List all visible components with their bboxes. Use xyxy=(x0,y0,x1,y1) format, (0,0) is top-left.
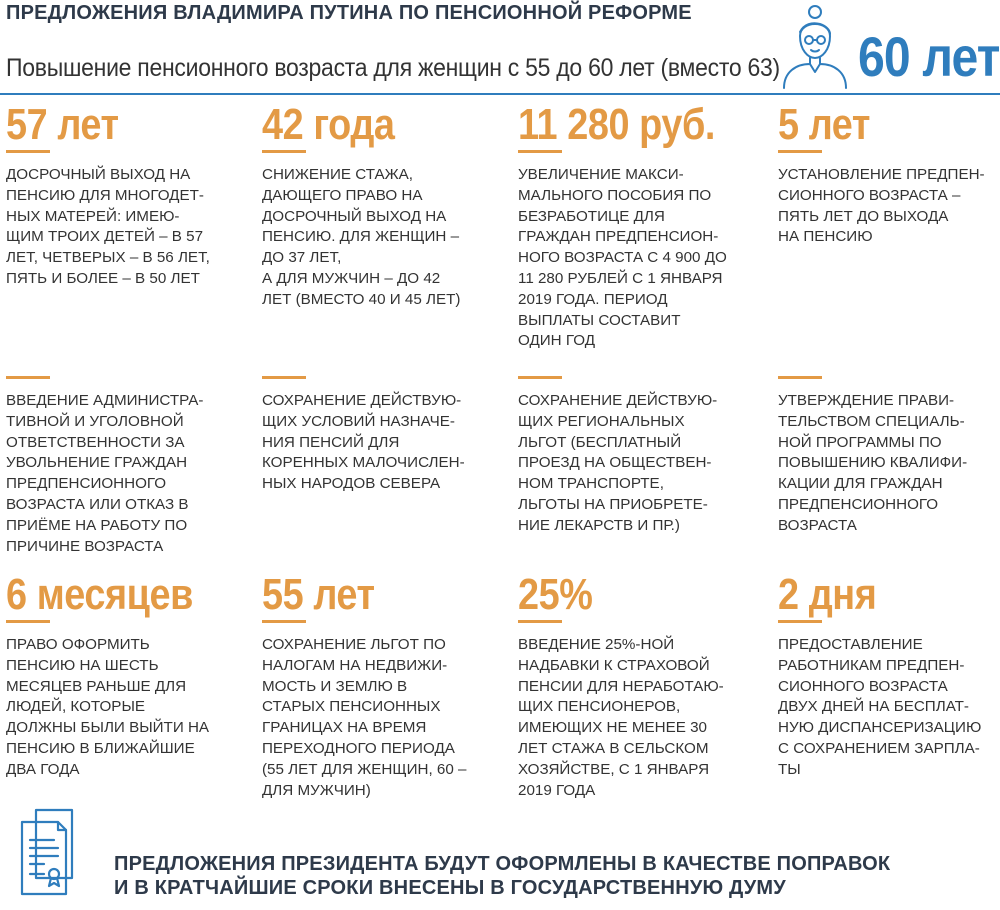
proposal-value: 11 280 руб. xyxy=(518,100,715,149)
accent-bar xyxy=(778,150,822,153)
proposal-text: СНИЖЕНИЕ СТАЖА, ДАЮЩЕГО ПРАВО НА ДОСРОЧНЫЙ ВЫХОД НА ПЕНСИЮ. ДЛЯ ЖЕНЩИН – ДО 37 ЛЕТ, А ДЛЯ МУЖЧИН – ДО 42 ЛЕТ (ВМЕСТО 40 И 45 ЛЕТ) xyxy=(262,166,461,308)
accent-bar xyxy=(778,620,822,623)
accent-bar xyxy=(778,376,822,379)
proposal-cell xyxy=(262,100,500,311)
proposal-cell xyxy=(518,100,756,352)
proposal-cell xyxy=(778,570,1000,781)
proposal-value: 6 месяцев xyxy=(6,570,193,619)
accent-bar xyxy=(518,620,562,623)
woman-icon xyxy=(780,2,850,90)
accent-bar xyxy=(6,620,50,623)
proposal-value: 57 лет xyxy=(6,100,119,149)
accent-bar xyxy=(262,620,306,623)
proposal-cell xyxy=(6,100,244,290)
proposal-text: УТВЕРЖДЕНИЕ ПРАВИ- ТЕЛЬСТВОМ СПЕЦИАЛЬ- НОЙ ПРОГРАММЫ ПО ПОВЫШЕНИЮ КВАЛИФИ- КАЦИИ ДЛЯ ГРАЖДАН ПРЕДПЕНСИОННОГО ВОЗРАСТА xyxy=(778,392,968,534)
proposal-value: 55 лет xyxy=(262,570,375,619)
proposal-text: ДОСРОЧНЫЙ ВЫХОД НА ПЕНСИЮ ДЛЯ МНОГОДЕТ- НЫХ МАТЕРЕЙ: ИМЕЮ- ЩИМ ТРОИХ ДЕТЕЙ – В 57 ЛЕТ, ЧЕТВЕРЫХ – В 56 ЛЕТ, ПЯТЬ И БОЛЕЕ – В 50 ЛЕТ xyxy=(6,166,210,287)
proposal-value: 2 дня xyxy=(778,570,877,619)
proposal-cell xyxy=(518,376,756,537)
proposal-cell xyxy=(6,376,244,557)
accent-bar xyxy=(262,376,306,379)
headline-value: 60 лет xyxy=(858,25,1000,88)
document-icon xyxy=(14,804,86,900)
proposal-text: ПРЕДОСТАВЛЕНИЕ РАБОТНИКАМ ПРЕДПЕН- СИОННОГО ВОЗРАСТА ДВУХ ДНЕЙ НА БЕСПЛАТ- НУЮ ДИСПАНСЕРИЗАЦИЮ С СОХРАНЕНИЕМ ЗАРПЛА- ТЫ xyxy=(778,636,982,778)
header-divider xyxy=(0,93,1000,95)
proposal-value: 25% xyxy=(518,570,593,619)
accent-bar xyxy=(518,376,562,379)
proposal-cell xyxy=(6,570,244,781)
proposal-cell xyxy=(518,570,756,801)
proposal-text: ПРАВО ОФОРМИТЬ ПЕНСИЮ НА ШЕСТЬ МЕСЯЦЕВ РАНЬШЕ ДЛЯ ЛЮДЕЙ, КОТОРЫЕ ДОЛЖНЫ БЫЛИ ВЫЙТИ НА ПЕНСИЮ В БЛИЖАЙШИЕ ДВА ГОДА xyxy=(6,636,210,778)
proposal-cell xyxy=(778,376,1000,537)
proposal-text: УСТАНОВЛЕНИЕ ПРЕДПЕН- СИОННОГО ВОЗРАСТА – ПЯТЬ ЛЕТ ДО ВЫХОДА НА ПЕНСИЮ xyxy=(778,166,985,246)
proposal-cell xyxy=(262,570,500,801)
page-title: ПРЕДЛОЖЕНИЯ ВЛАДИМИРА ПУТИНА ПО ПЕНСИОННОЙ РЕФОРМЕ xyxy=(6,2,692,24)
footer-note: ПРЕДЛОЖЕНИЯ ПРЕЗИДЕНТА БУДУТ ОФОРМЛЕНЫ В КАЧЕСТВЕ ПОПРАВОК И В КРАТЧАЙШИЕ СРОКИ ВНЕСЕНЫ В ГОСУДАРСТВЕННУЮ ДУМУ xyxy=(114,853,891,899)
accent-bar xyxy=(262,150,306,153)
proposal-text: ВВЕДЕНИЕ АДМИНИСТРА- ТИВНОЙ И УГОЛОВНОЙ ОТВЕТСТВЕННОСТИ ЗА УВОЛЬНЕНИЕ ГРАЖДАН ПРЕДПЕНСИОННОГО ВОЗРАСТА ИЛИ ОТКАЗ В ПРИЁМЕ НА РАБОТУ ПО ПРИЧИНЕ ВОЗРАСТА xyxy=(6,392,204,555)
accent-bar xyxy=(6,376,50,379)
subtitle: Повышение пенсионного возраста для женщин с 55 до 60 лет (вместо 63) xyxy=(6,54,780,82)
proposal-cell xyxy=(778,100,1000,248)
proposal-text: СОХРАНЕНИЕ ДЕЙСТВУЮ- ЩИХ РЕГИОНАЛЬНЫХ ЛЬГОТ (БЕСПЛАТНЫЙ ПРОЕЗД НА ОБЩЕСТВЕН- НОМ ТРАНСПОРТЕ, ЛЬГОТЫ НА ПРИОБРЕТЕ- НИЕ ЛЕКАРСТВ И ПР.) xyxy=(518,392,718,534)
proposal-text: УВЕЛИЧЕНИЕ МАКСИ- МАЛЬНОГО ПОСОБИЯ ПО БЕЗРАБОТИЦЕ ДЛЯ ГРАЖДАН ПРЕДПЕНСИОН- НОГО ВОЗРАСТА С 4 900 ДО 11 280 РУБЛЕЙ С 1 ЯНВАРЯ 2019 ГОДА. ПЕРИОД ВЫПЛАТЫ СОСТАВИТ ОДИН ГОД xyxy=(518,166,727,350)
proposal-value: 5 лет xyxy=(778,100,871,149)
proposal-value: 42 года xyxy=(262,100,395,149)
proposal-cell xyxy=(262,376,500,495)
accent-bar xyxy=(518,150,562,153)
proposal-text: СОХРАНЕНИЕ ЛЬГОТ ПО НАЛОГАМ НА НЕДВИЖИ- МОСТЬ И ЗЕМЛЮ В СТАРЫХ ПЕНСИОННЫХ ГРАНИЦАХ НА ВРЕМЯ ПЕРЕХОДНОГО ПЕРИОДА (55 ЛЕТ ДЛЯ ЖЕНЩИН, 60 – ДЛЯ МУЖЧИН) xyxy=(262,636,467,799)
accent-bar xyxy=(6,150,50,153)
proposal-text: ВВЕДЕНИЕ 25%-НОЙ НАДБАВКИ К СТРАХОВОЙ ПЕНСИИ ДЛЯ НЕРАБОТАЮ- ЩИХ ПЕНСИОНЕРОВ, ИМЕЮЩИХ НЕ МЕНЕЕ 30 ЛЕТ СТАЖА В СЕЛЬСКОМ ХОЗЯЙСТВЕ, С 1 ЯНВАРЯ 2019 ГОДА xyxy=(518,636,724,799)
proposal-text: СОХРАНЕНИЕ ДЕЙСТВУЮ- ЩИХ УСЛОВИЙ НАЗНАЧЕ- НИЯ ПЕНСИЙ ДЛЯ КОРЕННЫХ МАЛОЧИСЛЕН- НЫХ НАРОДОВ СЕВЕРА xyxy=(262,392,465,493)
